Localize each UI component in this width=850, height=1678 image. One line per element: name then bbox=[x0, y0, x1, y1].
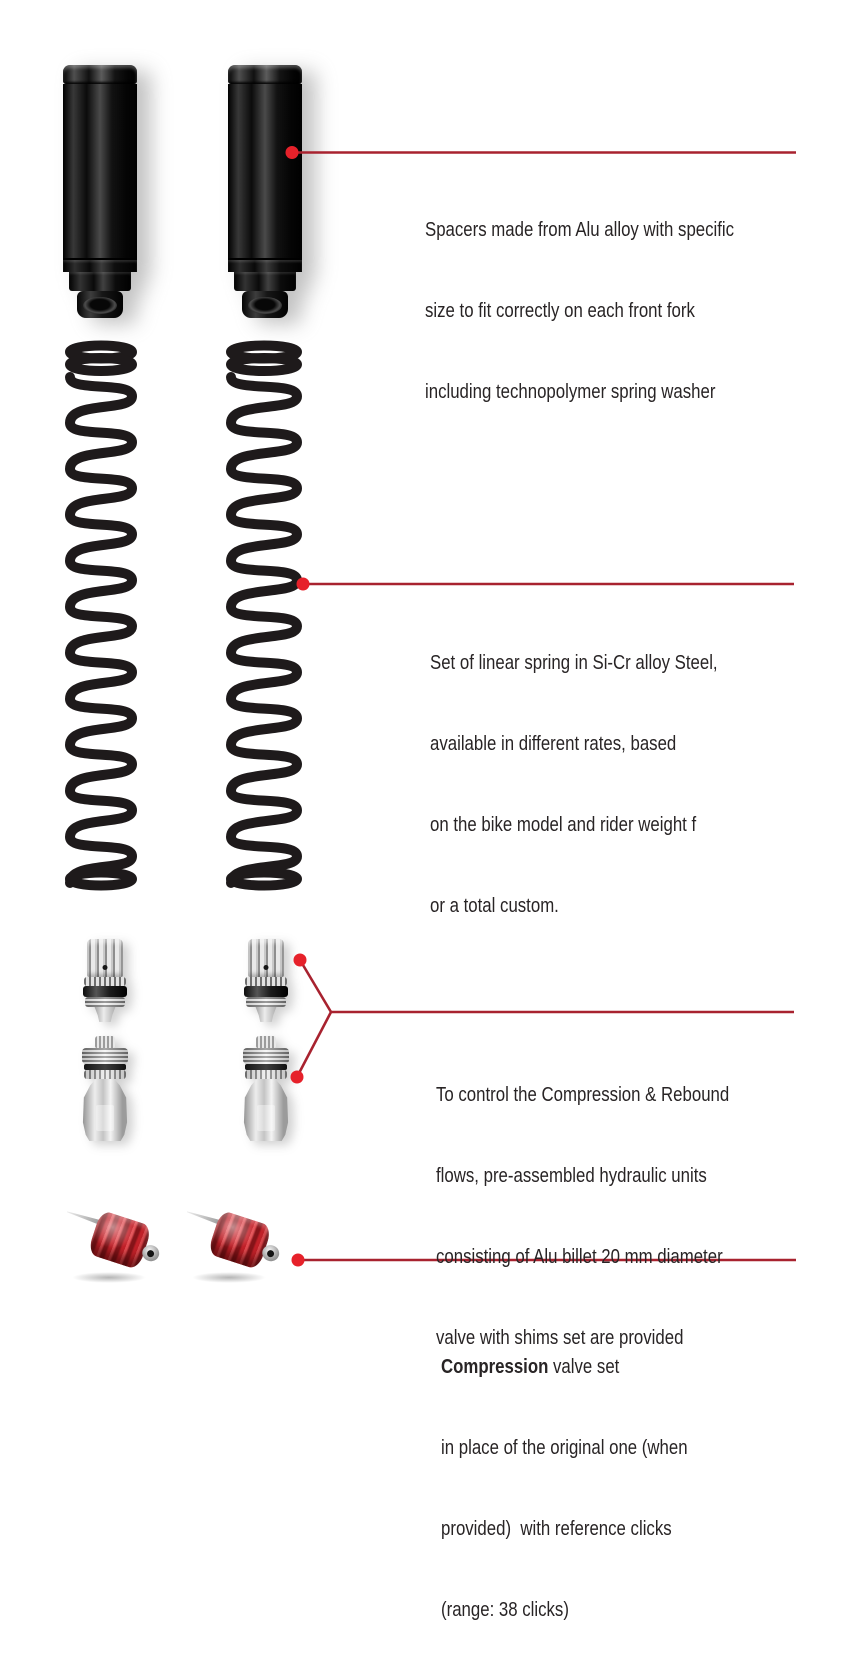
spacer-collar bbox=[234, 272, 296, 291]
bleed-hole bbox=[103, 965, 108, 970]
caption-line: size to fit correctly on each front fork bbox=[425, 300, 695, 322]
callout-dot-icon bbox=[291, 1071, 304, 1084]
fork-spring-left bbox=[70, 346, 132, 886]
spacer-step bbox=[228, 258, 302, 272]
caption-line bbox=[441, 1354, 688, 1381]
caption-line: in place of the original one (when bbox=[441, 1437, 688, 1459]
valve-nut bbox=[92, 1007, 118, 1022]
callout-fork-line bbox=[297, 960, 331, 1077]
spacer-step bbox=[63, 258, 137, 272]
valve-flange bbox=[243, 1048, 289, 1064]
valve-flange bbox=[82, 1048, 128, 1064]
shim-ring bbox=[245, 1070, 287, 1079]
compression-valve-cap bbox=[95, 1036, 115, 1048]
spring-coil bbox=[70, 358, 132, 371]
knurled-ring bbox=[245, 977, 287, 986]
callout-dot-icon bbox=[292, 1254, 305, 1267]
caption-line: including technopolymer spring washer bbox=[425, 381, 716, 403]
spacer-bore bbox=[248, 297, 282, 314]
caption-line: consisting of Alu billet 20 mm diameter bbox=[436, 1246, 723, 1268]
caption-text: valve set bbox=[548, 1356, 620, 1378]
spacer-base bbox=[77, 291, 123, 318]
caption-compression bbox=[441, 1300, 688, 1678]
caption-line: available in different rates, based bbox=[430, 733, 677, 755]
compression-valve-cap bbox=[256, 1036, 276, 1048]
valve-body bbox=[82, 1079, 128, 1141]
spring-coil bbox=[70, 873, 132, 886]
caption-line: on the bike model and rider weight f bbox=[430, 814, 697, 836]
spring-coil bbox=[231, 358, 297, 371]
caption-line: Spacers made from Alu alloy with specific bbox=[425, 219, 735, 241]
callout-spacers bbox=[286, 146, 797, 159]
spacer-bore bbox=[83, 297, 117, 314]
caption-line: (range: 38 clicks) bbox=[441, 1599, 569, 1621]
hydraulic-unit-left bbox=[81, 939, 129, 1141]
rebound-valve-cylinder bbox=[248, 939, 284, 977]
spring-helix bbox=[70, 377, 132, 883]
caption-line: flows, pre-assembled hydraulic units bbox=[436, 1165, 707, 1187]
callout-dot-icon bbox=[294, 954, 307, 967]
shim-stack bbox=[246, 997, 286, 1007]
rebound-valve-cylinder bbox=[87, 939, 123, 977]
caption-line: or a total custom. bbox=[430, 895, 559, 917]
o-ring-band bbox=[83, 986, 127, 997]
valve-body bbox=[243, 1079, 289, 1141]
valve-nut bbox=[253, 1007, 279, 1022]
caption-line: valve with shims set are provided bbox=[436, 1327, 684, 1349]
spacer-top-rim bbox=[228, 65, 302, 84]
spacer-base bbox=[242, 291, 288, 318]
spacer-body bbox=[63, 84, 137, 258]
spring-coil bbox=[231, 873, 297, 886]
spacer-collar bbox=[69, 272, 131, 291]
callout-dot-icon bbox=[297, 578, 310, 591]
shim-stack bbox=[85, 997, 125, 1007]
valve-shadow bbox=[192, 1272, 266, 1283]
spring-helix bbox=[231, 377, 297, 883]
caption-line: To control the Compression & Rebound bbox=[436, 1084, 730, 1106]
spacer-body bbox=[228, 84, 302, 258]
fork-spacer-left bbox=[63, 65, 137, 318]
valve-shadow bbox=[72, 1272, 146, 1283]
caption-bold-word: Compression bbox=[441, 1356, 549, 1378]
spring-coil bbox=[70, 346, 132, 359]
callout-springs bbox=[297, 578, 795, 591]
spacer-top-rim bbox=[63, 65, 137, 84]
shim-ring bbox=[84, 1070, 126, 1079]
valve-red-body bbox=[87, 1210, 153, 1270]
valve-red-body bbox=[207, 1210, 273, 1270]
caption-line: provided) with reference clicks bbox=[441, 1518, 672, 1540]
fork-spring-right bbox=[231, 346, 297, 886]
fork-spacer-right bbox=[228, 65, 302, 318]
valve-bore bbox=[146, 1249, 155, 1258]
caption-line: Set of linear spring in Si-Cr alloy Steel, bbox=[430, 652, 718, 674]
spring-coil bbox=[231, 346, 297, 359]
caption-springs bbox=[430, 596, 718, 974]
knurled-ring bbox=[84, 977, 126, 986]
valve-bore bbox=[266, 1249, 275, 1258]
caption-spacers bbox=[425, 163, 734, 460]
o-ring-band bbox=[244, 986, 288, 997]
bleed-hole bbox=[264, 965, 269, 970]
hydraulic-unit-right bbox=[242, 939, 290, 1141]
